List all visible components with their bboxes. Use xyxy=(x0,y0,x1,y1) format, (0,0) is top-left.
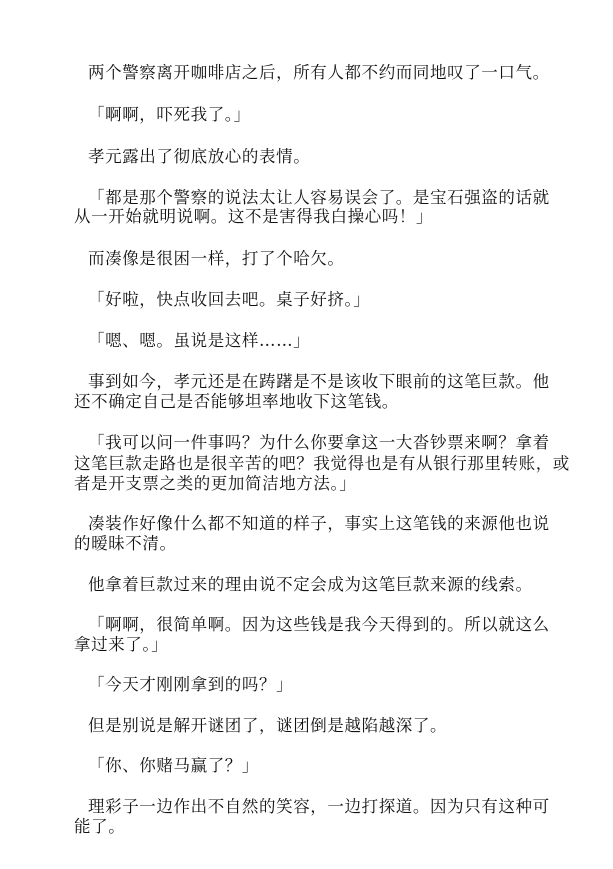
paragraph-10-line-2: 的暧昧不清。 xyxy=(74,534,177,553)
paragraph-9-line-2: 这笔巨款走路也是很辛苦的吧？我觉得也是有从银行那里转账，或 xyxy=(74,454,570,473)
paragraph-9-line-3: 者是开支票之类的更加简洁地方法。」 xyxy=(74,474,357,493)
paragraph-7: 「嗯、嗯。虽说是这样……」 xyxy=(88,331,311,350)
paragraph-4-line-1: 「都是那个警察的说法太让人容易误会了。是宝石强盗的话就 xyxy=(88,188,550,207)
paragraph-8-line-2: 还不确定自己是否能够坦率地收下这笔钱。 xyxy=(74,392,399,411)
paragraph-9-line-1: 「我可以问一件事吗？为什么你要拿这一大沓钞票来啊？拿着 xyxy=(88,433,550,452)
paragraph-8-line-1: 事到如今，孝元还是在踌躇是不是该收下眼前的这笔巨款。他 xyxy=(88,372,550,391)
paragraph-3: 孝元露出了彻底放心的表情。 xyxy=(88,147,311,166)
paragraph-15: 「你、你赌马赢了？」 xyxy=(88,756,259,775)
paragraph-14: 但是别说是解开谜团了，谜团倒是越陷越深了。 xyxy=(88,716,448,735)
paragraph-6: 「好啦，快点收回去吧。桌子好挤。」 xyxy=(88,290,371,309)
paragraph-2: 「啊啊，吓死我了。」 xyxy=(88,105,251,124)
paragraph-16-line-2: 能了。 xyxy=(74,817,126,836)
paragraph-11: 他拿着巨款过来的理由说不定会成为这笔巨款来源的线索。 xyxy=(88,575,533,594)
paragraph-16-line-1: 理彩子一边作出不自然的笑容，一边打探道。因为只有这种可 xyxy=(88,797,550,816)
paragraph-4-line-2: 从一开始就明说啊。这不是害得我白操心吗！」 xyxy=(74,207,434,226)
paragraph-12-line-1: 「啊啊，很简单啊。因为这些钱是我今天得到的。所以就这么 xyxy=(88,615,550,634)
paragraph-5: 而凑像是很困一样，打了个哈欠。 xyxy=(88,249,345,268)
paragraph-10-line-1: 凑装作好像什么都不知道的样子，事实上这笔钱的来源他也说 xyxy=(88,514,550,533)
paragraph-1: 两个警察离开咖啡店之后，所有人都不约而同地叹了一口气。 xyxy=(88,63,550,82)
paragraph-12-line-2: 拿过来了。」 xyxy=(74,635,169,654)
paragraph-13: 「今天才刚刚拿到的吗？」 xyxy=(88,675,294,694)
